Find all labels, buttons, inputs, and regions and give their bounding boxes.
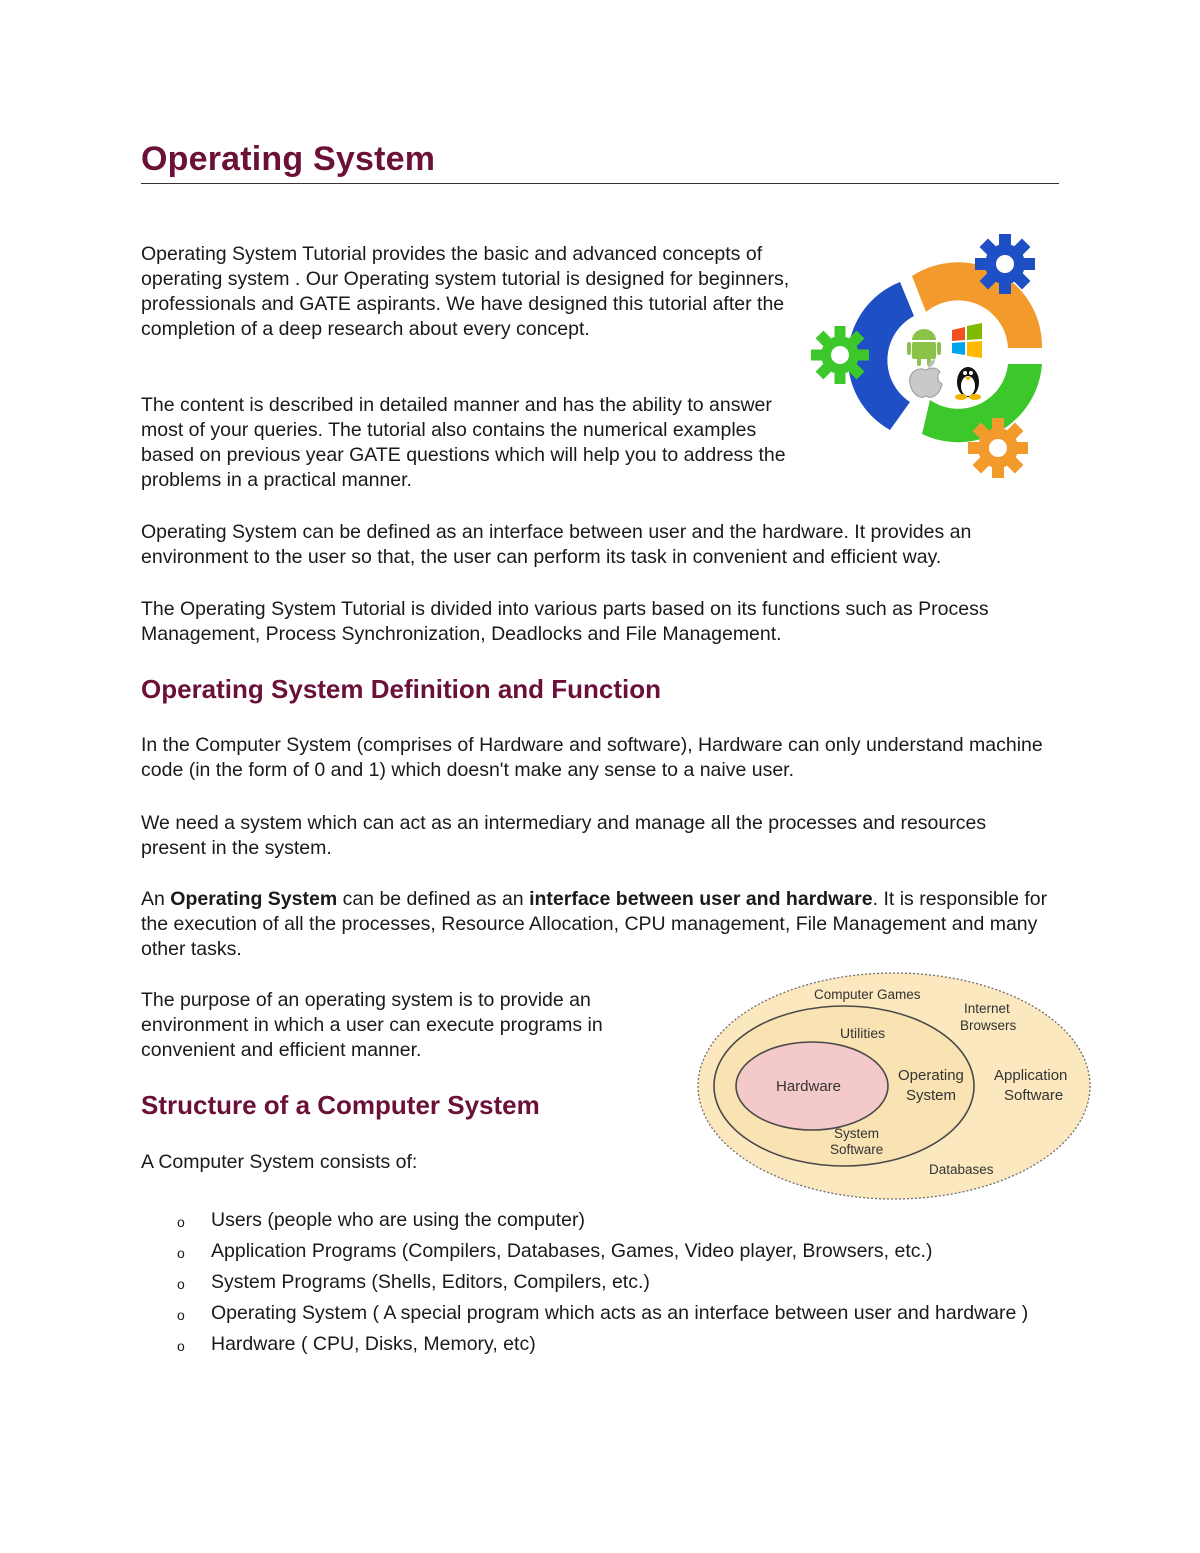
label-application: Application (994, 1067, 1068, 1084)
label-databases: Databases (929, 1162, 994, 1177)
label-system: System (906, 1087, 957, 1104)
apple-icon (910, 359, 942, 397)
label-system-software-2: Software (830, 1142, 884, 1157)
intro-paragraph-4: The Operating System Tutorial is divided into various parts based on its functions such as Process Management, Process Synchronization, Deadlocks and File Management. (141, 598, 989, 645)
label-software: Software (1004, 1087, 1064, 1104)
list-item (141, 1267, 1041, 1298)
bullet-marker: o (177, 1338, 185, 1354)
definition-paragraph-4: The purpose of an operating system is to provide an environment in which a user can execute programs in convenient and efficient manner. (141, 989, 603, 1061)
list-item (141, 1298, 1041, 1329)
intro-paragraph-1: Operating System Tutorial provides the basic and advanced concepts of operating system . Our Operating system tutorial is designed for beginners, professionals and GATE aspirants. We have designed this tutorial after the completion of a deep research about every concept. (141, 243, 790, 340)
bullet-marker: o (177, 1214, 185, 1230)
label-browsers: Browsers (960, 1018, 1017, 1033)
label-computer-games: Computer Games (814, 987, 921, 1002)
structure-intro: A Computer System consists of: (141, 1151, 418, 1173)
definition-paragraph-1: In the Computer System (comprises of Hardware and software), Hardware can only understand machine code (in the form of 0 and 1) which doesn't make any sense to a naive user. (141, 734, 1043, 781)
page-title: Operating System (141, 140, 436, 178)
blue-gear-icon (975, 234, 1035, 294)
bold-operating-system: Operating System (170, 888, 338, 910)
list-item-text: Operating System ( A special program which acts as an interface between user and hardware ) (211, 1302, 1029, 1324)
list-item-text: Users (people who are using the computer) (211, 1209, 585, 1231)
computer-system-diagram (694, 968, 1094, 1204)
list-item-text: Hardware ( CPU, Disks, Memory, etc) (211, 1333, 536, 1355)
linux-penguin-icon (955, 367, 981, 400)
label-hardware: Hardware (776, 1078, 842, 1095)
def-text-a: An (141, 888, 171, 910)
label-system-software-1: System (834, 1126, 880, 1141)
def-text-e: . It is responsible for the execution of all the processes, Resource Allocation, CPU management, File Management and many other tasks. (141, 888, 1048, 960)
windows-icon (952, 323, 982, 358)
list-item (141, 1205, 1041, 1236)
bullet-marker: o (177, 1245, 185, 1261)
os-logo-graphic (800, 230, 1050, 480)
list-item-text: System Programs (Shells, Editors, Compilers, etc.) (211, 1271, 650, 1293)
label-operating: Operating (898, 1067, 964, 1084)
definition-heading: Operating System Definition and Function (141, 674, 662, 704)
bold-interface: interface between user and hardware (529, 888, 873, 910)
intro-paragraph-2: The content is described in detailed manner and has the ability to answer most of your queries. The tutorial also contains the numerical examples based on previous year GATE questions which will help you to address the problems in a practical manner. (141, 394, 786, 491)
label-internet: Internet (964, 1001, 1010, 1016)
structure-list (141, 1205, 1041, 1360)
list-item (141, 1329, 1041, 1360)
list-item (141, 1236, 1041, 1267)
android-icon (907, 329, 941, 366)
intro-paragraph-3: Operating System can be defined as an interface between user and the hardware. It provides an environment to the user so that, the user can perform its task in convenient and efficient way. (141, 521, 972, 568)
structure-heading: Structure of a Computer System (141, 1090, 540, 1120)
label-utilities: Utilities (840, 1025, 886, 1041)
title-underline (141, 183, 1059, 184)
bullet-marker: o (177, 1307, 185, 1323)
orange-gear-icon (968, 418, 1028, 478)
bullet-marker: o (177, 1276, 185, 1292)
green-gear-icon (811, 326, 869, 384)
list-item-text: Application Programs (Compilers, Databases, Games, Video player, Browsers, etc.) (211, 1240, 933, 1262)
def-text-c: can be defined as an (337, 888, 530, 910)
definition-paragraph-2: We need a system which can act as an intermediary and manage all the processes and resources present in the system. (141, 812, 987, 859)
definition-paragraph-3 (141, 887, 1061, 962)
